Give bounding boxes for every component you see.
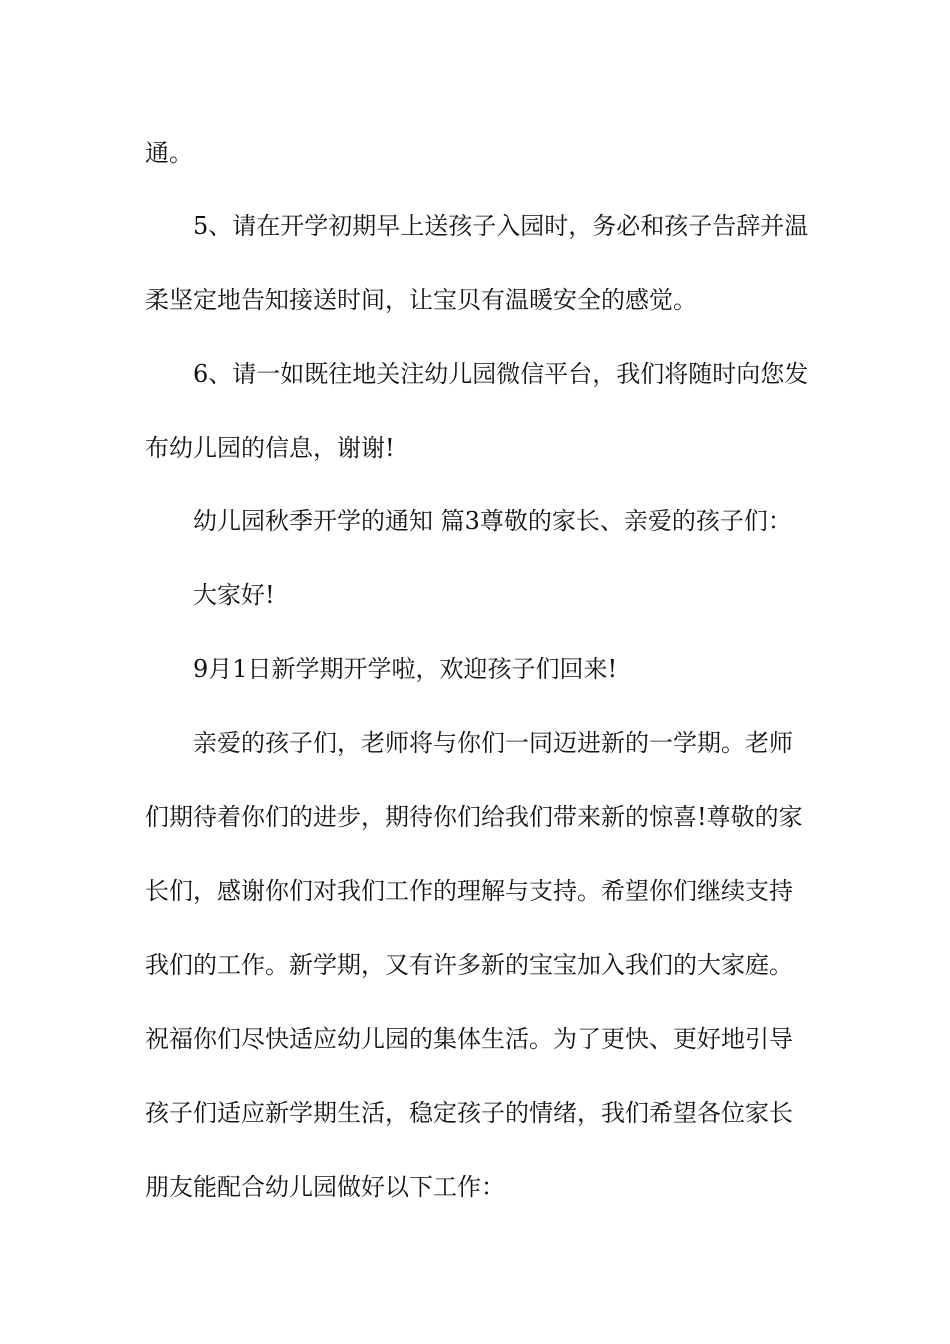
section-heading: 幼儿园秋季开学的通知 篇3尊敬的家长、亲爱的孩子们： — [193, 507, 792, 535]
text-line: 通。 — [145, 139, 193, 167]
greeting: 大家好! — [193, 581, 275, 609]
text-line: 布幼儿园的信息，谢谢! — [145, 434, 395, 462]
text-line: 柔坚定地告知接送时间，让宝贝有温暖安全的感觉。 — [145, 286, 697, 314]
text-line: 祝福你们尽快适应幼儿园的集体生活。为了更快、更好地引导 — [145, 1025, 793, 1053]
text-line: 长们，感谢你们对我们工作的理解与支持。希望你们继续支持 — [145, 877, 793, 905]
text-line: 5、请在开学初期早上送孩子入园时，务必和孩子告辞并温 — [193, 212, 809, 240]
text-line: 亲爱的孩子们，老师将与你们一同迈进新的一学期。老师 — [193, 729, 793, 757]
text-line: 们期待着你们的进步，期待你们给我们带来新的惊喜!尊敬的家 — [145, 803, 803, 831]
text-line: 孩子们适应新学期生活，稳定孩子的情绪，我们希望各位家长 — [145, 1099, 793, 1127]
text-line: 6、请一如既往地关注幼儿园微信平台，我们将随时向您发 — [193, 360, 809, 388]
text-line: 9月1日新学期开学啦，欢迎孩子们回来! — [193, 655, 618, 683]
text-line: 我们的工作。新学期，又有许多新的宝宝加入我们的大家庭。 — [145, 951, 793, 979]
text-line: 朋友能配合幼儿园做好以下工作： — [145, 1173, 505, 1201]
